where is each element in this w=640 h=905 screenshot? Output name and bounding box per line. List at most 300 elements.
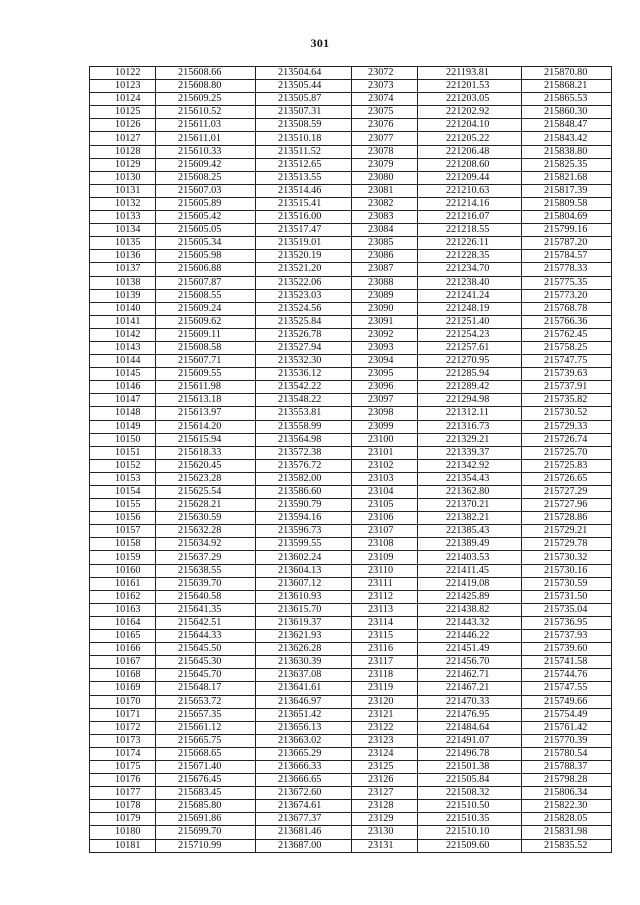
coord-y-b-cell: 215780.54 (522, 747, 612, 760)
coord-y-b-cell: 215739.60 (522, 643, 612, 656)
coord-x-b-cell: 221206.48 (418, 145, 522, 158)
coord-y-b-cell: 215730.52 (522, 407, 612, 420)
point-number-a-cell: 10142 (90, 328, 156, 341)
coord-y-b-cell: 215865.53 (522, 93, 612, 106)
coord-x-b-cell: 221204.10 (418, 119, 522, 132)
point-number-a-cell: 10173 (90, 734, 156, 747)
table-row (90, 551, 612, 564)
point-number-a-cell: 10169 (90, 682, 156, 695)
point-number-b-cell: 23108 (352, 538, 418, 551)
coord-x-b-cell: 221210.63 (418, 184, 522, 197)
coord-x-a-cell: 215611.98 (156, 381, 256, 394)
coord-y-b-cell: 215735.82 (522, 394, 612, 407)
table-row (90, 276, 612, 289)
point-number-a-cell: 10175 (90, 760, 156, 773)
point-number-a-cell: 10155 (90, 499, 156, 512)
coord-y-b-cell: 215868.21 (522, 80, 612, 93)
coord-x-a-cell: 215607.87 (156, 276, 256, 289)
coord-x-b-cell: 221254.23 (418, 328, 522, 341)
point-number-a-cell: 10172 (90, 721, 156, 734)
coord-x-a-cell: 215628.21 (156, 499, 256, 512)
point-number-a-cell: 10148 (90, 407, 156, 420)
table-row (90, 341, 612, 354)
coord-x-b-cell: 221193.81 (418, 67, 522, 80)
coord-y-a-cell: 213665.29 (256, 747, 352, 760)
point-number-a-cell: 10149 (90, 420, 156, 433)
table-row (90, 695, 612, 708)
point-number-a-cell: 10171 (90, 708, 156, 721)
point-number-b-cell: 23111 (352, 577, 418, 590)
point-number-b-cell: 23080 (352, 171, 418, 184)
coord-x-b-cell: 221362.80 (418, 486, 522, 499)
coord-y-a-cell: 213519.01 (256, 237, 352, 250)
point-number-a-cell: 10157 (90, 525, 156, 538)
point-number-b-cell: 23098 (352, 407, 418, 420)
coord-y-b-cell: 215798.28 (522, 774, 612, 787)
coord-x-b-cell: 221389.49 (418, 538, 522, 551)
coord-y-b-cell: 215762.45 (522, 328, 612, 341)
table-row (90, 237, 612, 250)
coord-x-b-cell: 221484.64 (418, 721, 522, 734)
coord-x-b-cell: 221202.92 (418, 106, 522, 119)
table-row (90, 93, 612, 106)
coord-y-a-cell: 213572.38 (256, 446, 352, 459)
point-number-b-cell: 23076 (352, 119, 418, 132)
table-row (90, 446, 612, 459)
coord-x-a-cell: 215610.33 (156, 145, 256, 158)
point-number-a-cell: 10123 (90, 80, 156, 93)
point-number-a-cell: 10136 (90, 250, 156, 263)
coord-y-a-cell: 213576.72 (256, 459, 352, 472)
coord-x-a-cell: 215610.52 (156, 106, 256, 119)
point-number-a-cell: 10180 (90, 826, 156, 839)
coord-x-a-cell: 215640.58 (156, 590, 256, 603)
coord-y-a-cell: 213641.61 (256, 682, 352, 695)
coord-y-a-cell: 213532.30 (256, 355, 352, 368)
coord-x-a-cell: 215620.45 (156, 459, 256, 472)
point-number-a-cell: 10137 (90, 263, 156, 276)
coord-x-b-cell: 221411.45 (418, 564, 522, 577)
point-number-b-cell: 23072 (352, 67, 418, 80)
point-number-a-cell: 10152 (90, 459, 156, 472)
point-number-a-cell: 10163 (90, 603, 156, 616)
point-number-a-cell: 10122 (90, 67, 156, 80)
point-number-a-cell: 10154 (90, 486, 156, 499)
point-number-b-cell: 23092 (352, 328, 418, 341)
point-number-b-cell: 23096 (352, 381, 418, 394)
point-number-a-cell: 10140 (90, 302, 156, 315)
coord-x-a-cell: 215657.35 (156, 708, 256, 721)
point-number-a-cell: 10141 (90, 315, 156, 328)
coord-y-b-cell: 215778.33 (522, 263, 612, 276)
coord-y-b-cell: 215727.96 (522, 499, 612, 512)
coord-y-a-cell: 213522.06 (256, 276, 352, 289)
point-number-a-cell: 10158 (90, 538, 156, 551)
coord-y-a-cell: 213607.12 (256, 577, 352, 590)
coord-y-b-cell: 215737.91 (522, 381, 612, 394)
point-number-b-cell: 23100 (352, 433, 418, 446)
point-number-b-cell: 23121 (352, 708, 418, 721)
coord-y-b-cell: 215741.58 (522, 656, 612, 669)
coord-y-b-cell: 215768.78 (522, 302, 612, 315)
coord-x-b-cell: 221370.21 (418, 499, 522, 512)
coord-x-b-cell: 221257.61 (418, 341, 522, 354)
coord-y-b-cell: 215788.37 (522, 760, 612, 773)
coord-x-a-cell: 215608.25 (156, 171, 256, 184)
table-row (90, 800, 612, 813)
point-number-b-cell: 23115 (352, 630, 418, 643)
coord-y-a-cell: 213672.60 (256, 787, 352, 800)
coord-y-b-cell: 215739.63 (522, 368, 612, 381)
point-number-a-cell: 10159 (90, 551, 156, 564)
coord-y-b-cell: 215754.49 (522, 708, 612, 721)
point-number-b-cell: 23094 (352, 355, 418, 368)
coord-y-b-cell: 215843.42 (522, 132, 612, 145)
coord-y-b-cell: 215775.35 (522, 276, 612, 289)
coord-y-a-cell: 213511.52 (256, 145, 352, 158)
coord-x-a-cell: 215607.03 (156, 184, 256, 197)
coord-x-a-cell: 215605.89 (156, 197, 256, 210)
coord-y-a-cell: 213596.73 (256, 525, 352, 538)
point-number-b-cell: 23117 (352, 656, 418, 669)
coord-x-b-cell: 221446.22 (418, 630, 522, 643)
coord-x-a-cell: 215608.58 (156, 341, 256, 354)
coord-y-a-cell: 213677.37 (256, 813, 352, 826)
coord-y-b-cell: 215726.65 (522, 472, 612, 485)
point-number-a-cell: 10178 (90, 800, 156, 813)
coord-x-b-cell: 221425.89 (418, 590, 522, 603)
table-row (90, 106, 612, 119)
point-number-a-cell: 10179 (90, 813, 156, 826)
point-number-b-cell: 23099 (352, 420, 418, 433)
coord-y-a-cell: 213681.46 (256, 826, 352, 839)
coord-x-b-cell: 221510.35 (418, 813, 522, 826)
coord-y-a-cell: 213656.13 (256, 721, 352, 734)
table-row (90, 512, 612, 525)
coord-x-a-cell: 215605.42 (156, 211, 256, 224)
coord-x-a-cell: 215644.33 (156, 630, 256, 643)
point-number-b-cell: 23084 (352, 224, 418, 237)
coord-x-b-cell: 221505.84 (418, 774, 522, 787)
table-row (90, 420, 612, 433)
point-number-a-cell: 10134 (90, 224, 156, 237)
coord-y-a-cell: 213553.81 (256, 407, 352, 420)
coord-x-b-cell: 221339.37 (418, 446, 522, 459)
table-row (90, 721, 612, 734)
coord-x-a-cell: 215613.97 (156, 407, 256, 420)
table-row (90, 263, 612, 276)
coord-x-b-cell: 221451.49 (418, 643, 522, 656)
point-number-b-cell: 23103 (352, 472, 418, 485)
coord-y-a-cell: 213594.16 (256, 512, 352, 525)
coord-y-b-cell: 215729.33 (522, 420, 612, 433)
coord-x-a-cell: 215615.94 (156, 433, 256, 446)
coord-x-b-cell: 221201.53 (418, 80, 522, 93)
point-number-b-cell: 23128 (352, 800, 418, 813)
coord-x-a-cell: 215676.45 (156, 774, 256, 787)
coord-y-b-cell: 215730.59 (522, 577, 612, 590)
point-number-a-cell: 10166 (90, 643, 156, 656)
coord-y-b-cell: 215860.30 (522, 106, 612, 119)
table-row (90, 119, 612, 132)
coord-y-a-cell: 213666.65 (256, 774, 352, 787)
table-row (90, 158, 612, 171)
point-number-a-cell: 10161 (90, 577, 156, 590)
coord-y-a-cell: 213504.64 (256, 67, 352, 80)
point-number-b-cell: 23127 (352, 787, 418, 800)
table-row (90, 328, 612, 341)
coord-y-a-cell: 213505.87 (256, 93, 352, 106)
coord-x-b-cell: 221462.71 (418, 669, 522, 682)
point-number-b-cell: 23081 (352, 184, 418, 197)
coord-x-b-cell: 221316.73 (418, 420, 522, 433)
coord-y-a-cell: 213523.03 (256, 289, 352, 302)
point-number-b-cell: 23109 (352, 551, 418, 564)
coord-x-a-cell: 215699.70 (156, 826, 256, 839)
coord-x-a-cell: 215685.80 (156, 800, 256, 813)
table-row (90, 760, 612, 773)
point-number-a-cell: 10181 (90, 839, 156, 852)
coord-y-a-cell: 213621.93 (256, 630, 352, 643)
coord-y-b-cell: 215821.68 (522, 171, 612, 184)
point-number-a-cell: 10129 (90, 158, 156, 171)
coord-x-a-cell: 215634.92 (156, 538, 256, 551)
coord-x-b-cell: 221496.78 (418, 747, 522, 760)
coord-y-a-cell: 213619.37 (256, 616, 352, 629)
coord-y-b-cell: 215828.05 (522, 813, 612, 826)
coord-y-a-cell: 213646.97 (256, 695, 352, 708)
coord-x-b-cell: 221205.22 (418, 132, 522, 145)
coord-x-a-cell: 215639.70 (156, 577, 256, 590)
coord-x-b-cell: 221342.92 (418, 459, 522, 472)
table-row (90, 525, 612, 538)
coord-x-b-cell: 221438.82 (418, 603, 522, 616)
table-row (90, 486, 612, 499)
coord-x-b-cell: 221241.24 (418, 289, 522, 302)
coord-x-b-cell: 221289.42 (418, 381, 522, 394)
coord-y-a-cell: 213599.55 (256, 538, 352, 551)
point-number-a-cell: 10126 (90, 119, 156, 132)
coord-y-b-cell: 215809.58 (522, 197, 612, 210)
coord-x-a-cell: 215606.88 (156, 263, 256, 276)
coord-y-b-cell: 215838.80 (522, 145, 612, 158)
coord-y-a-cell: 213663.02 (256, 734, 352, 747)
point-number-b-cell: 23077 (352, 132, 418, 145)
point-number-b-cell: 23126 (352, 774, 418, 787)
point-number-b-cell: 23090 (352, 302, 418, 315)
coord-y-a-cell: 213651.42 (256, 708, 352, 721)
coord-x-a-cell: 215618.33 (156, 446, 256, 459)
table-row (90, 211, 612, 224)
coord-x-b-cell: 221270.95 (418, 355, 522, 368)
coord-x-a-cell: 215638.55 (156, 564, 256, 577)
point-number-a-cell: 10147 (90, 394, 156, 407)
coord-x-b-cell: 221208.60 (418, 158, 522, 171)
coord-y-a-cell: 213687.00 (256, 839, 352, 852)
coord-x-b-cell: 221329.21 (418, 433, 522, 446)
coord-y-a-cell: 213582.00 (256, 472, 352, 485)
point-number-b-cell: 23112 (352, 590, 418, 603)
coord-y-a-cell: 213630.39 (256, 656, 352, 669)
table-row (90, 315, 612, 328)
table-row (90, 132, 612, 145)
point-number-b-cell: 23083 (352, 211, 418, 224)
coord-x-b-cell: 221382.21 (418, 512, 522, 525)
coord-y-b-cell: 215848.47 (522, 119, 612, 132)
coord-y-a-cell: 213602.24 (256, 551, 352, 564)
coord-x-a-cell: 215605.05 (156, 224, 256, 237)
coord-y-a-cell: 213542.22 (256, 381, 352, 394)
table-row (90, 839, 612, 852)
coord-x-a-cell: 215668.65 (156, 747, 256, 760)
coord-y-b-cell: 215725.70 (522, 446, 612, 459)
table-row (90, 184, 612, 197)
coord-x-b-cell: 221419.08 (418, 577, 522, 590)
coord-x-a-cell: 215632.28 (156, 525, 256, 538)
coord-x-b-cell: 221501.38 (418, 760, 522, 773)
point-number-b-cell: 23122 (352, 721, 418, 734)
coord-x-b-cell: 221476.95 (418, 708, 522, 721)
coord-y-a-cell: 213626.28 (256, 643, 352, 656)
coord-x-a-cell: 215653.72 (156, 695, 256, 708)
coord-x-b-cell: 221491.07 (418, 734, 522, 747)
table-row (90, 538, 612, 551)
table-row (90, 472, 612, 485)
coord-x-a-cell: 215648.17 (156, 682, 256, 695)
coord-x-a-cell: 215665.75 (156, 734, 256, 747)
table-row (90, 708, 612, 721)
coord-y-a-cell: 213521.20 (256, 263, 352, 276)
table-row (90, 302, 612, 315)
coord-y-b-cell: 215737.93 (522, 630, 612, 643)
point-number-a-cell: 10133 (90, 211, 156, 224)
table-row (90, 197, 612, 210)
coord-y-a-cell: 213508.59 (256, 119, 352, 132)
coord-x-b-cell: 221467.21 (418, 682, 522, 695)
point-number-b-cell: 23110 (352, 564, 418, 577)
table-row (90, 407, 612, 420)
point-number-b-cell: 23089 (352, 289, 418, 302)
point-number-a-cell: 10145 (90, 368, 156, 381)
coord-x-a-cell: 215608.80 (156, 80, 256, 93)
point-number-b-cell: 23093 (352, 341, 418, 354)
point-number-a-cell: 10167 (90, 656, 156, 669)
point-number-a-cell: 10143 (90, 341, 156, 354)
table-row (90, 603, 612, 616)
coord-x-a-cell: 215645.30 (156, 656, 256, 669)
coord-y-b-cell: 215729.78 (522, 538, 612, 551)
point-number-b-cell: 23085 (352, 237, 418, 250)
point-number-a-cell: 10139 (90, 289, 156, 302)
coord-x-b-cell: 221203.05 (418, 93, 522, 106)
coord-x-a-cell: 215683.45 (156, 787, 256, 800)
table-row (90, 669, 612, 682)
coord-y-b-cell: 215747.75 (522, 355, 612, 368)
point-number-b-cell: 23082 (352, 197, 418, 210)
point-number-b-cell: 23095 (352, 368, 418, 381)
coord-y-a-cell: 213615.70 (256, 603, 352, 616)
point-number-b-cell: 23123 (352, 734, 418, 747)
coord-x-a-cell: 215630.59 (156, 512, 256, 525)
coord-x-a-cell: 215609.55 (156, 368, 256, 381)
page-number: 301 (310, 36, 330, 50)
point-number-a-cell: 10174 (90, 747, 156, 760)
point-number-b-cell: 23107 (352, 525, 418, 538)
coord-x-b-cell: 221216.07 (418, 211, 522, 224)
coord-y-b-cell: 215770.39 (522, 734, 612, 747)
point-number-a-cell: 10124 (90, 93, 156, 106)
table-row (90, 433, 612, 446)
point-number-b-cell: 23124 (352, 747, 418, 760)
coord-x-b-cell: 221214.16 (418, 197, 522, 210)
coord-y-a-cell: 213527.94 (256, 341, 352, 354)
coord-x-a-cell: 215645.70 (156, 669, 256, 682)
table-row (90, 826, 612, 839)
table-row (90, 381, 612, 394)
coord-x-a-cell: 215614.20 (156, 420, 256, 433)
point-number-a-cell: 10131 (90, 184, 156, 197)
table-row (90, 67, 612, 80)
coord-x-b-cell: 221294.98 (418, 394, 522, 407)
point-number-b-cell: 23118 (352, 669, 418, 682)
table-row (90, 787, 612, 800)
point-number-b-cell: 23088 (352, 276, 418, 289)
coord-y-b-cell: 215870.80 (522, 67, 612, 80)
coord-x-b-cell: 221510.10 (418, 826, 522, 839)
coord-x-b-cell: 221403.53 (418, 551, 522, 564)
point-number-a-cell: 10146 (90, 381, 156, 394)
coord-x-a-cell: 215671.40 (156, 760, 256, 773)
point-number-b-cell: 23130 (352, 826, 418, 839)
point-number-a-cell: 10151 (90, 446, 156, 459)
coord-x-b-cell: 221228.35 (418, 250, 522, 263)
point-number-b-cell: 23129 (352, 813, 418, 826)
point-number-b-cell: 23101 (352, 446, 418, 459)
coord-x-b-cell: 221312.11 (418, 407, 522, 420)
coord-y-b-cell: 215727.29 (522, 486, 612, 499)
coord-x-b-cell: 221251.40 (418, 315, 522, 328)
table-row (90, 577, 612, 590)
point-number-b-cell: 23119 (352, 682, 418, 695)
table-row (90, 145, 612, 158)
table-row (90, 394, 612, 407)
point-number-b-cell: 23116 (352, 643, 418, 656)
coord-x-b-cell: 221456.70 (418, 656, 522, 669)
coord-y-b-cell: 215822.30 (522, 800, 612, 813)
coord-y-b-cell: 215728.86 (522, 512, 612, 525)
table-row (90, 368, 612, 381)
coord-x-b-cell: 221354.43 (418, 472, 522, 485)
point-number-b-cell: 23079 (352, 158, 418, 171)
point-number-b-cell: 23097 (352, 394, 418, 407)
point-number-b-cell: 23086 (352, 250, 418, 263)
coord-y-a-cell: 213520.19 (256, 250, 352, 263)
point-number-a-cell: 10125 (90, 106, 156, 119)
table-row (90, 80, 612, 93)
coord-x-a-cell: 215609.11 (156, 328, 256, 341)
point-number-a-cell: 10176 (90, 774, 156, 787)
coord-y-a-cell: 213507.31 (256, 106, 352, 119)
coord-y-a-cell: 213505.44 (256, 80, 352, 93)
point-number-b-cell: 23120 (352, 695, 418, 708)
coord-y-b-cell: 215758.25 (522, 341, 612, 354)
coord-x-a-cell: 215609.42 (156, 158, 256, 171)
point-number-b-cell: 23125 (352, 760, 418, 773)
coord-y-b-cell: 215773.20 (522, 289, 612, 302)
coord-y-a-cell: 213666.33 (256, 760, 352, 773)
point-number-a-cell: 10156 (90, 512, 156, 525)
table-row (90, 590, 612, 603)
